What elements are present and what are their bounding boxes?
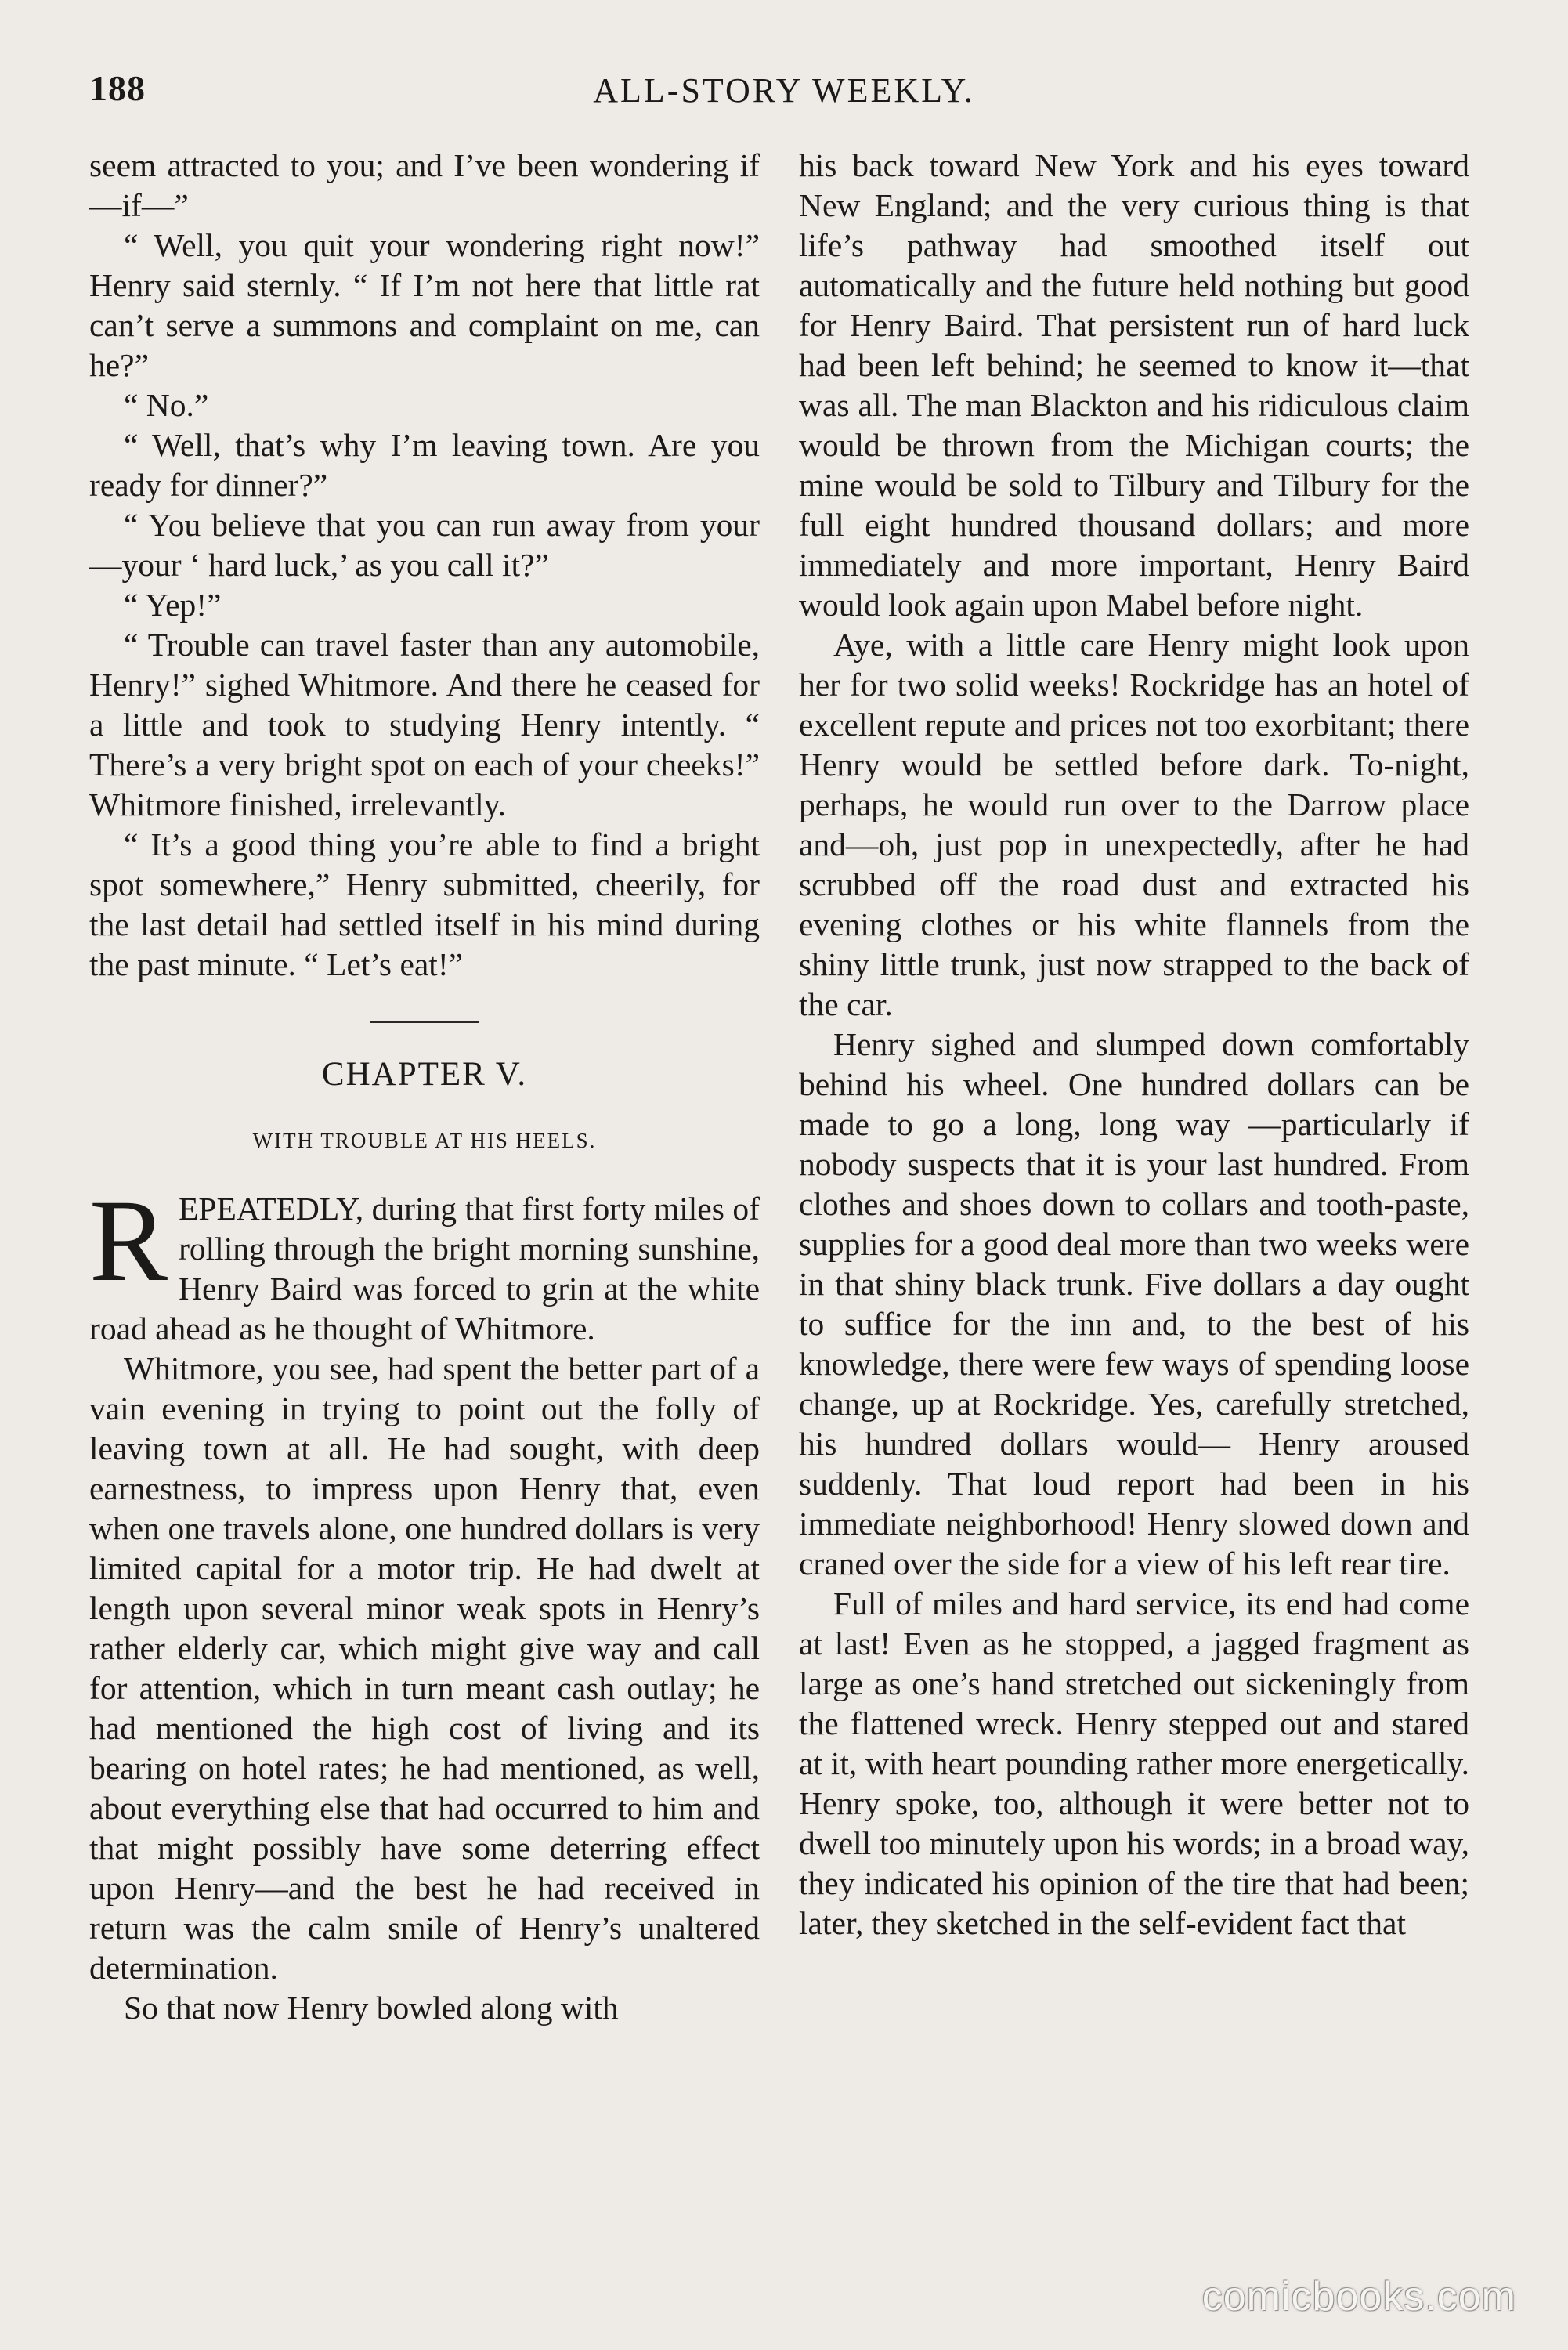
left-paragraph: seem attracted to you; and I’ve been wondering if—if—” — [89, 147, 760, 223]
right-paragraph: Aye, with a little care Henry might look upon her for two solid weeks! Rockridge has an hotel of excellent repute and prices not too exorbitant; there Henry would be settled before dark. To-night, perhaps, he would run over to the Darrow place and—oh, just pop in unexpectedly, after he had scrubbed off the road dust and extracted his evening clothes or his white flannels from the shiny little trunk, just now strapped to the back of the car. — [799, 627, 1469, 1022]
drop-cap: R — [89, 1176, 168, 1306]
opening-paragraph-text: EPEATEDLY, during that first forty miles of rolling through the bright morning sunshine, Henry Baird was forced to grin at the white road ahead as he thought of Whitmore. — [89, 1191, 760, 1347]
left-paragraph: “ No.” — [124, 387, 209, 423]
right-paragraph: his back toward New York and his eyes toward New England; and the very curious thing is that life’s pathway had smoothed itself out automatically and the future held nothing but good for Henry Baird. That persistent run of hard luck had been left behind; he seemed to know it—that was all. The man Blackton and his ridiculous claim would be thrown from the Michigan courts; the mine would be sold to Tilbury and Tilbury for the full eight hundred thousand dollars; and more immediately and more important, Henry Baird would look again upon Mabel before night. — [799, 147, 1469, 623]
chapter-title: CHAPTER V. — [321, 1056, 528, 1093]
left-paragraph: So that now Henry bowled along with — [124, 1990, 619, 2026]
opening-paragraph — [89, 1176, 760, 1349]
watermark: comicbooks.com — [1201, 2274, 1516, 2319]
left-paragraph: “ It’s a good thing you’re able to find a bright spot somewhere,” Henry submitted, cheerily, for the last detail had settled itself in his mind during the past minute. “ Let’s eat!” — [89, 826, 760, 982]
right-paragraph: Henry sighed and slumped down comfortably behind his wheel. One hundred dollars can be made to go a long, long way —particularly if nobody suspects that it is your last hundred. From clothes and shoes down to collars and tooth-paste, supplies for a good deal more than two weeks were in that shiny black trunk. Five dollars a day ought to suffice for the inn and, to the best of his knowledge, there were few ways of spending loose change, up at Rockridge. Yes, carefully stretched, his hundred dollars would— Henry aroused suddenly. That loud report had been in his immediate neighborhood! Henry slowed down and craned over the side for a view of his left rear tire. — [799, 1026, 1469, 1582]
right-column — [799, 146, 1469, 1943]
left-paragraph: “ Yep!” — [124, 587, 222, 623]
page-number: 188 — [89, 68, 146, 108]
left-paragraph: “ Well, that’s why I’m leaving town. Are you ready for dinner?” — [89, 427, 760, 503]
left-column — [89, 146, 760, 2028]
section-divider — [370, 1021, 479, 1023]
left-paragraph: “ Well, you quit your wondering right now!” Henry said sternly. “ If I’m not here that little rat can’t serve a summons and complaint on me, can he?” — [89, 227, 760, 383]
left-paragraph: “ You believe that you can run away from your—your ‘ hard luck,’ as you call it?” — [89, 507, 760, 583]
chapter-subtitle: WITH TROUBLE AT HIS HEELS. — [252, 1129, 597, 1152]
right-paragraph: Full of miles and hard service, its end had come at last! Even as he stopped, a jagged fragment as large as one’s hand stretched out sickeningly from the flattened wreck. Henry stepped out and stared at it, with heart pounding rather more energetically. Henry spoke, too, although it were better not to dwell too minutely upon his words; in a broad way, they indicated his opinion of the tire that had been; later, they sketched in the self-evident fact that — [799, 1585, 1469, 1941]
left-paragraph: “ Trouble can travel faster than any automobile, Henry!” sighed Whitmore. And there he ceased for a little and took to studying Henry intently. “ There’s a very bright spot on each of your cheeks!” Whitmore finished, irrelevantly. — [89, 627, 760, 822]
running-head: ALL-STORY WEEKLY. — [593, 71, 975, 110]
left-paragraph: Whitmore, you see, had spent the better part of a vain evening in trying to point out the folly of leaving town at all. He had sought, with deep earnestness, to impress upon Henry that, even when one travels alone, one hundred dollars is very limited capital for a motor trip. He had dwelt at length upon several minor weak spots in Henry’s rather elderly car, which might give way and call for attention, which in turn meant cash outlay; he had mentioned the high cost of living and its bearing on hotel rates; he had mentioned, as well, about everything else that had occurred to him and that might possibly have some deterring effect upon Henry—and the best he had received in return was the calm smile of Henry’s unaltered determination. — [89, 1350, 760, 1986]
